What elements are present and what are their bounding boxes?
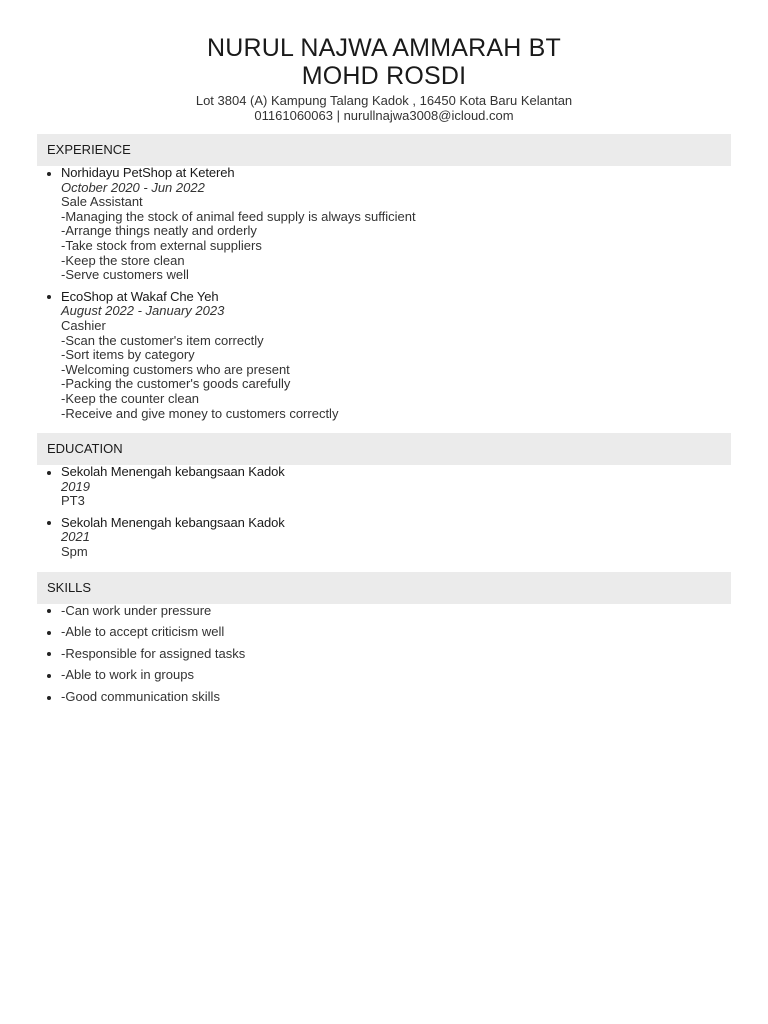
- experience-duty: -Welcoming customers who are present: [61, 361, 290, 377]
- candidate-name: [0, 34, 768, 90]
- skill-item: -Able to accept criticism well: [61, 625, 768, 640]
- experience-item: [61, 290, 768, 421]
- skill-item: -Can work under pressure: [61, 604, 768, 619]
- contact-line: 01161060063 | nurullnajwa3008@icloud.com: [254, 108, 514, 123]
- experience-date: October 2020 - Jun 2022: [61, 179, 205, 195]
- skills-list: [0, 604, 768, 705]
- experience-role: Sale Assistant: [61, 194, 143, 210]
- experience-duty: -Keep the store clean: [61, 252, 185, 268]
- experience-duty: -Scan the customer's item correctly: [61, 332, 264, 348]
- candidate-name-line-1: NURUL NAJWA AMMARAH BT: [207, 34, 561, 62]
- experience-duty: -Take stock from external suppliers: [61, 237, 262, 253]
- skill-item: -Good communication skills: [61, 690, 768, 705]
- experience-duty: -Packing the customer's goods carefully: [61, 376, 291, 392]
- experience-section-heading: EXPERIENCE: [37, 134, 731, 166]
- resume-header: [0, 0, 768, 123]
- experience-duty: -Keep the counter clean: [61, 390, 200, 406]
- experience-date: August 2022 - January 2023: [61, 303, 225, 319]
- experience-list: [0, 166, 768, 421]
- education-section-heading: EDUCATION: [37, 433, 731, 465]
- education-year: 2019: [61, 478, 90, 494]
- education-qualification: PT3: [61, 493, 85, 509]
- education-school: Sekolah Menengah kebangsaan Kadok: [61, 464, 285, 480]
- experience-title: Norhidayu PetShop at Ketereh: [61, 165, 235, 180]
- address-line: Lot 3804 (A) Kampung Talang Kadok , 16450 Kota Baru Kelantan: [195, 93, 573, 108]
- candidate-name-line-2: MOHD ROSDI: [301, 62, 467, 90]
- experience-item: [61, 166, 768, 283]
- education-year: 2021: [61, 529, 90, 545]
- experience-title: EcoShop at Wakaf Che Yeh: [61, 288, 219, 304]
- experience-duty: -Serve customers well: [61, 267, 189, 283]
- education-item: [61, 516, 768, 560]
- experience-duty: -Managing the stock of animal feed supply is always sufficient: [61, 208, 416, 224]
- experience-duty: -Receive and give money to customers correctly: [61, 405, 339, 421]
- education-item: [61, 465, 768, 509]
- education-qualification: Spm: [61, 544, 88, 560]
- skill-item: -Able to work in groups: [61, 668, 768, 683]
- experience-duty: -Sort items by category: [61, 347, 195, 363]
- education-school: Sekolah Menengah kebangsaan Kadok: [61, 514, 285, 530]
- education-list: [0, 465, 768, 560]
- experience-duty: -Arrange things neatly and orderly: [61, 223, 257, 239]
- experience-role: Cashier: [61, 317, 106, 333]
- skills-section-heading: SKILLS: [37, 572, 731, 604]
- skill-item: -Responsible for assigned tasks: [61, 647, 768, 662]
